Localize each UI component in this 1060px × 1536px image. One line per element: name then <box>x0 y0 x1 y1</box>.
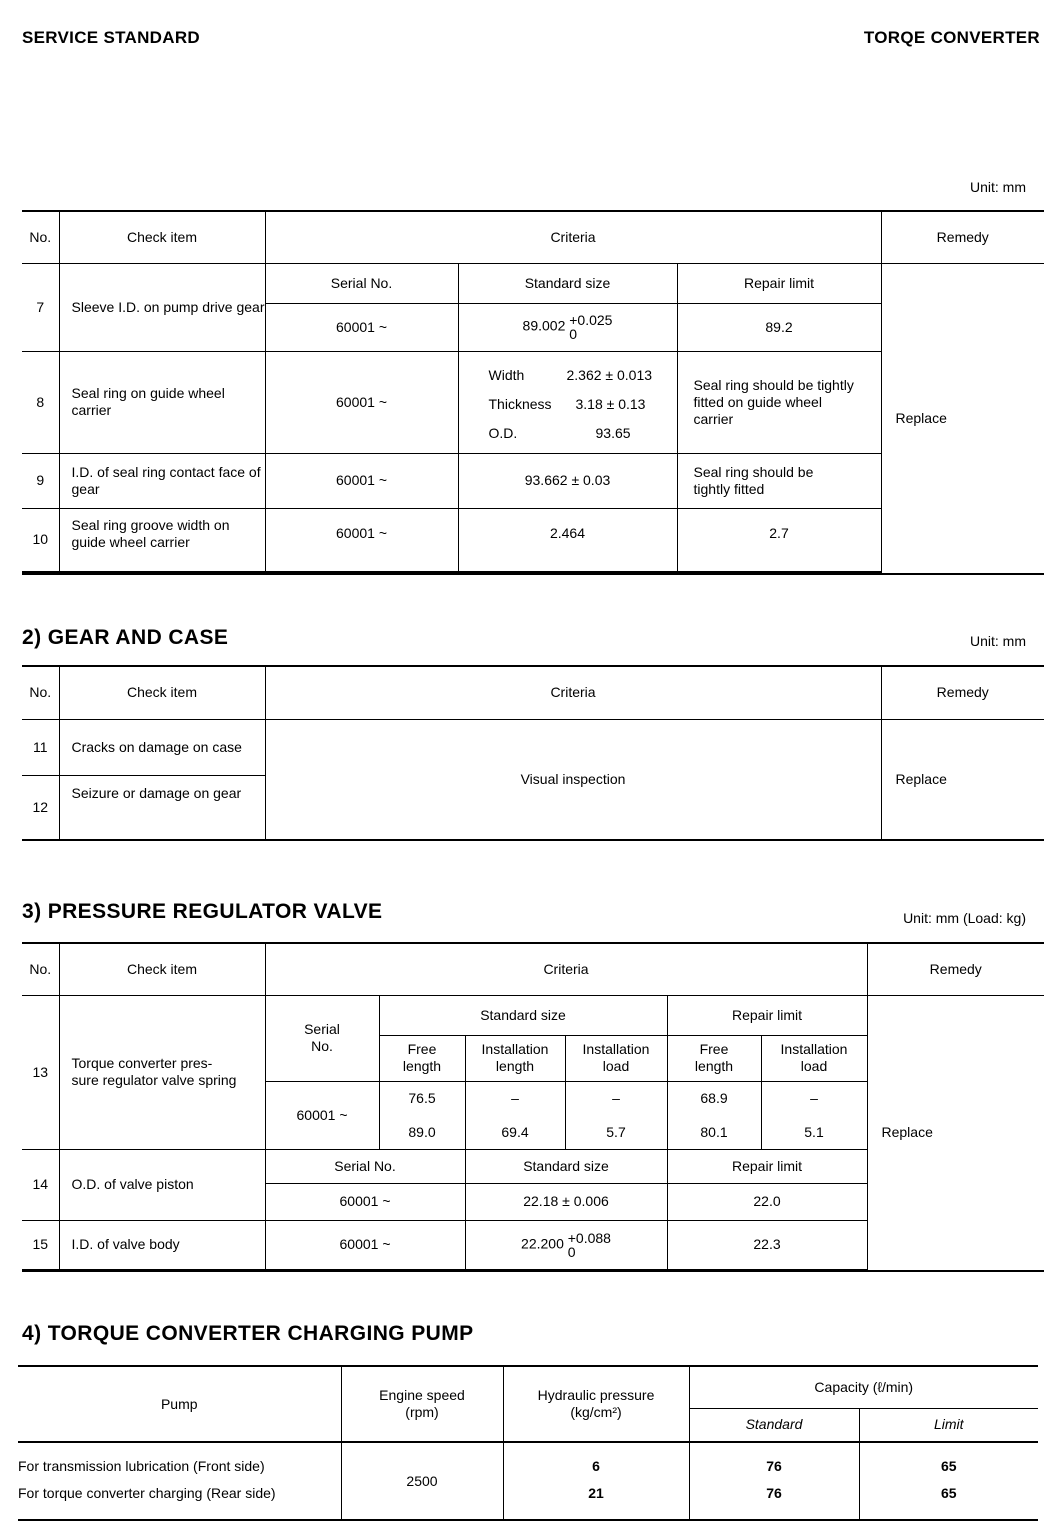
section1-header-row <box>22 211 1044 263</box>
row-no: 8 <box>22 351 59 453</box>
tolerance-stack <box>569 313 612 341</box>
section2-header-row <box>22 666 1044 719</box>
tolerance-minus: 0 <box>569 326 578 342</box>
value-cell: 76.5 <box>379 1081 465 1116</box>
serial-header: Serial No. <box>265 1149 465 1183</box>
section4-title: 4) TORQUE CONVERTER CHARGING PUMP <box>22 1322 474 1345</box>
col-criteria-header: Criteria <box>265 666 881 719</box>
row-no: 13 <box>22 995 59 1149</box>
value-cell: 89.0 <box>379 1116 465 1149</box>
capacity-standard-cell: 76 <box>689 1478 859 1520</box>
remedy-cell: Replace <box>895 409 947 426</box>
serial-cell: 60001 ~ <box>265 351 458 453</box>
repair-limit-cell: 22.0 <box>667 1183 867 1220</box>
row-check-item: Sleeve I.D. on pump drive gear <box>59 263 265 351</box>
standard-size-header: Standard size <box>465 1149 667 1183</box>
repair-limit-cell: 89.2 <box>677 303 881 351</box>
section4-table <box>18 1365 1038 1521</box>
col-engine-speed-header: Engine speed (rpm) <box>341 1366 503 1442</box>
col-remedy-header: Remedy <box>881 666 1044 719</box>
section3-unit: Unit: mm (Load: kg) <box>903 910 1026 926</box>
pressure-cell: 21 <box>503 1478 689 1520</box>
row-no: 11 <box>22 719 59 775</box>
page-header-left: SERVICE STANDARD <box>22 28 200 47</box>
repair-limit-header: Repair limit <box>667 995 867 1035</box>
sub-free-length: Free length <box>379 1035 465 1081</box>
serial-cell: 60001 ~ <box>265 1183 465 1220</box>
repair-limit-cell: Seal ring should be tightly fitted on guide wheel carrier <box>677 351 881 453</box>
std-line-od: O.D. 93.65 <box>488 424 631 441</box>
repair-limit-cell: 22.3 <box>667 1220 867 1270</box>
section1-table <box>22 210 1044 575</box>
col-no-header: No. <box>22 211 59 263</box>
repair-limit-cell: Seal ring should be tightly fitted <box>677 453 881 508</box>
row-check-item: O.D. of valve piston <box>59 1149 265 1220</box>
tolerance-plus: +0.025 <box>569 312 613 328</box>
tolerance-plus: +0.088 <box>567 1229 611 1246</box>
col-remedy-header: Remedy <box>867 943 1044 995</box>
value-cell: 5.1 <box>761 1116 867 1149</box>
section3-bottom-rule <box>22 1270 1044 1272</box>
col-capacity-header: Capacity (ℓ/min) <box>689 1366 1038 1408</box>
value-cell: – <box>810 1090 818 1107</box>
sub-installation-length: Installation length <box>465 1035 565 1081</box>
repair-limit-header: Repair limit <box>667 1149 867 1183</box>
page-header-right: TORQE CONVERTER <box>863 28 1040 47</box>
std-line-width: Width 2.362 ± 0.013 <box>488 366 653 383</box>
serial-cell: 60001 ~ <box>265 508 458 572</box>
serial-header: Serial No. <box>265 995 379 1081</box>
section1-unit: Unit: mm <box>970 179 1026 195</box>
sub-serial-header: Serial No. <box>265 263 458 303</box>
pump-cell: For torque converter charging (Rear side) <box>18 1478 341 1520</box>
row-check-item: Torque converter pres- sure regulator valve spring <box>59 995 265 1149</box>
value-cell: 5.7 <box>565 1116 667 1149</box>
tolerance-stack <box>568 1231 611 1259</box>
row-check-item: Seizure or damage on gear <box>59 775 265 840</box>
value-cell: 80.1 <box>667 1116 761 1149</box>
col-no-header: No. <box>22 943 59 995</box>
col-criteria-header: Criteria <box>265 211 881 263</box>
sub-standard-header: Standard size <box>458 263 677 303</box>
col-hydraulic-pressure-header: Hydraulic pressure (kg/cm²) <box>503 1366 689 1442</box>
pressure-cell: 6 <box>503 1442 689 1478</box>
col-no-header: No. <box>22 666 59 719</box>
row-check-item: Cracks on damage on case <box>59 719 265 775</box>
remedy-cell: Replace <box>867 995 1044 1270</box>
section3-header-row <box>22 943 1044 995</box>
serial-cell: 60001 ~ <box>265 303 458 351</box>
serial-cell: 60001 ~ <box>265 1081 379 1149</box>
col-standard-header: Standard <box>689 1408 859 1442</box>
section2-unit: Unit: mm <box>970 633 1026 649</box>
standard-size-cell: 2.464 <box>458 508 677 572</box>
capacity-limit-cell: 65 <box>940 1458 957 1474</box>
row-check-item: Seal ring on guide wheel carrier <box>59 351 265 453</box>
standard-size-header: Standard size <box>379 995 667 1035</box>
sub-repair-header: Repair limit <box>677 263 881 303</box>
row-no: 9 <box>22 453 59 508</box>
capacity-standard-cell: 76 <box>689 1442 859 1478</box>
standard-size-cell: 22.18 ± 0.006 <box>465 1183 667 1220</box>
col-check-item-header: Check item <box>59 666 265 719</box>
pump-cell: For transmission lubrication (Front side) <box>18 1442 341 1478</box>
section3-table <box>22 942 1044 1271</box>
section4-header-row <box>18 1366 1038 1408</box>
col-pump-header: Pump <box>18 1366 341 1442</box>
capacity-limit-cell: 65 <box>859 1478 1038 1520</box>
serial-cell: 60001 ~ <box>265 453 458 508</box>
row-check-item: I.D. of seal ring contact face of gear <box>59 453 265 508</box>
tolerance-base: 22.200 <box>521 1235 564 1252</box>
value-cell: 69.4 <box>465 1116 565 1149</box>
criteria-cell: Visual inspection <box>265 719 881 840</box>
standard-size-cell <box>465 1220 667 1270</box>
row-check-item: Seal ring groove width on guide wheel carrier <box>59 508 265 572</box>
sub-installation-load: Installation load <box>761 1035 867 1081</box>
row-no: 15 <box>22 1220 59 1270</box>
sub-free-length: Free length <box>667 1035 761 1081</box>
tolerance-minus: 0 <box>567 1243 576 1260</box>
section2-table <box>22 665 1044 841</box>
serial-cell: 60001 ~ <box>265 1220 465 1270</box>
tolerance-base: 89.002 <box>522 317 566 334</box>
row-no: 7 <box>22 263 59 351</box>
col-check-item-header: Check item <box>59 943 265 995</box>
standard-size-cell <box>458 351 677 453</box>
std-line-thickness: Thickness 3.18 ± 0.13 <box>488 395 646 412</box>
row-check-item: I.D. of valve body <box>59 1220 265 1270</box>
section3-title: 3) PRESSURE REGULATOR VALVE <box>22 900 383 923</box>
value-cell: 68.9 <box>667 1081 761 1116</box>
engine-speed-cell: 2500 <box>341 1442 503 1520</box>
col-check-item-header: Check item <box>59 211 265 263</box>
row-no: 14 <box>22 1149 59 1220</box>
remedy-cell: Replace <box>881 719 1044 840</box>
row-no: 12 <box>22 775 59 840</box>
value-cell: – <box>465 1081 565 1116</box>
col-remedy-header: Remedy <box>881 211 1044 263</box>
col-limit-header: Limit <box>859 1408 1038 1442</box>
sub-installation-load: Installation load <box>565 1035 667 1081</box>
row-no: 10 <box>22 508 59 572</box>
standard-size-cell: 93.662 ± 0.03 <box>458 453 677 508</box>
col-criteria-header: Criteria <box>265 943 867 995</box>
value-cell: – <box>565 1081 667 1116</box>
section2-title: 2) GEAR AND CASE <box>22 626 229 649</box>
standard-size-cell <box>458 303 677 351</box>
repair-limit-cell: 2.7 <box>677 508 881 572</box>
